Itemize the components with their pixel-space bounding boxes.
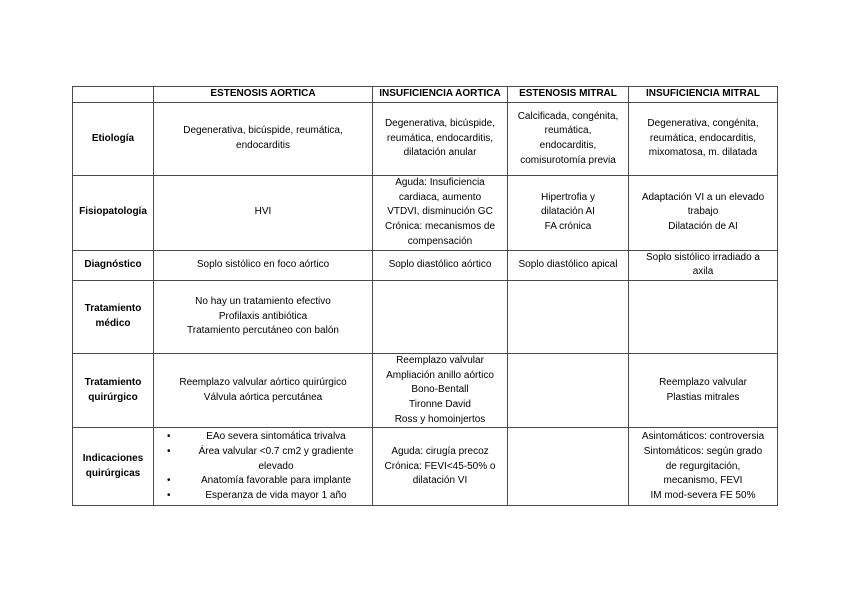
header-insuficiencia-aortica: INSUFICIENCIA AORTICA [373,87,508,103]
row-label-etiologia: Etiología [73,103,154,176]
cell-line: Soplo sistólico irradiado a [646,251,760,263]
row-label-line: quirúrgicas [85,467,141,479]
header-estenosis-mitral: ESTENOSIS MITRAL [508,87,629,103]
cell-line: Profilaxis antibiótica [218,310,308,322]
row-label-diagnostico: Diagnóstico [73,250,154,280]
cell-line: Tironne David [409,399,471,411]
cell-tratamiento-quirurgico-ea [154,353,373,428]
cell-etiologia-ea [154,103,373,176]
cell-diagnostico-em [508,250,629,280]
row-tratamiento-quirurgico [73,353,778,428]
cell-line: Dilatación de AI [668,221,738,233]
cell-line: comisurotomía previa [520,154,616,166]
cell-line: Plastias mitrales [666,391,740,403]
cell-line: endocarditis, [539,140,597,151]
cell-line: compensación [407,235,473,247]
cell-line: Ampliación anillo aórtico [386,369,494,381]
cell-line: trabajo [687,206,719,218]
cell-etiologia-ia [373,103,508,176]
header-insuficiencia-mitral: INSUFICIENCIA MITRAL [629,87,778,103]
row-label-line: quirúrgico [88,391,138,403]
cell-diagnostico-im [629,250,778,280]
cell-line: dilatación VI [412,475,468,487]
list-item: • Área valvular <0.7 cm2 y gradiente elevado [173,445,369,474]
cell-line: Bono-Bentall [411,384,469,396]
cell-fisiopatologia-em [508,176,629,251]
cell-fisiopatologia-ea [154,176,373,251]
cell-line: Crónica: FEVI<45-50% o [384,460,496,472]
row-fisiopatologia [73,176,778,251]
cell-line: Válvula aórtica percutánea [203,391,323,403]
row-label-tratamiento-quirurgico [73,353,154,428]
cell-tratamiento-medico-em [508,280,629,353]
cell-line: Soplo diastólico apical [518,258,618,270]
cell-tratamiento-medico-ia [373,280,508,353]
cell-line: Calcificada, congénita, [517,110,619,122]
cell-line: reumática, [544,125,592,137]
cell-fisiopatologia-ia [373,176,508,251]
row-label-line: Indicaciones [82,453,144,465]
cell-line: Degenerativa, bicúspide, [384,117,496,129]
cell-line: mecanismo, FEVI [663,475,743,487]
cell-line: dilatación anular [403,147,477,159]
cell-line: de regurgitación, [665,460,741,472]
bullet-list [157,430,369,504]
cell-tratamiento-medico-ea [154,280,373,353]
cell-line: cardiaca, aumento [398,191,482,203]
cell-diagnostico-ea [154,250,373,280]
cell-line: endocarditis [236,140,290,151]
cell-line: Ross y homoinjertos [394,413,486,425]
cell-line: reumática, endocarditis, [386,132,494,144]
row-label-indicaciones [73,428,154,506]
cell-line: Reemplazo valvular [659,376,747,388]
cell-line: Degenerativa, bicúspide, reumática, [183,125,343,137]
list-item: • EAo severa sintomática trivalva [173,430,369,445]
cell-line: mixomatosa, m. dilatada [648,147,758,159]
cell-line: Degenerativa, congénita, [647,117,759,129]
cell-indicaciones-im [629,428,778,506]
row-label-line: médico [95,317,131,329]
cell-indicaciones-em [508,428,629,506]
cell-tratamiento-quirurgico-ia [373,353,508,428]
cell-tratamiento-medico-im [629,280,778,353]
cell-line: axila [692,266,714,278]
cell-line: reumática, endocarditis, [649,132,757,144]
cell-line: Asintomáticos: controversia [641,431,765,443]
cell-line: Soplo diastólico aórtico [388,258,492,270]
cell-line: Soplo sistólico en foco aórtico [196,258,330,270]
cell-line: FA crónica [544,221,592,233]
row-indicaciones [73,428,778,506]
cell-line: No hay un tratamiento efectivo [195,295,331,307]
row-label-fisiopatologia: Fisiopatología [73,176,154,251]
cell-indicaciones-ea [154,428,373,506]
row-label-line: Tratamiento [84,303,142,315]
cell-indicaciones-ia [373,428,508,506]
cell-line: IM mod-severa FE 50% [650,489,756,501]
header-empty [73,87,154,103]
row-etiologia [73,103,778,176]
row-label-line: Tratamiento [84,376,142,388]
cell-line: Aguda: Insuficiencia [395,177,485,188]
valvulopathy-table [72,86,778,506]
cell-line: HVI [254,206,272,218]
row-diagnostico [73,250,778,280]
cell-line: Crónica: mecanismos de [384,221,496,233]
cell-line: Adaptación VI a un elevado [641,191,765,203]
row-tratamiento-medico [73,280,778,353]
row-label-tratamiento-medico [73,280,154,353]
cell-diagnostico-ia [373,250,508,280]
header-estenosis-aortica: ESTENOSIS AORTICA [154,87,373,103]
cell-line: Reemplazo valvular aórtico quirúrgico [179,376,347,388]
cell-etiologia-im [629,103,778,176]
cell-line: VTDVI, disminución GC [387,206,493,218]
cell-line: dilatación AI [541,206,595,218]
cell-line: Aguda: cirugía precoz [391,445,489,457]
cell-tratamiento-quirurgico-em [508,353,629,428]
cell-fisiopatologia-im [629,176,778,251]
cell-line: Sintomáticos: según grado [643,445,763,457]
cell-line: Hipertrofia y [541,191,595,203]
header-row [73,87,778,103]
cell-line: Reemplazo valvular [396,354,484,366]
cell-etiologia-em [508,103,629,176]
cell-line: Tratamiento percutáneo con balón [187,325,339,337]
list-item: • Esperanza de vida mayor 1 año [173,489,369,504]
cell-tratamiento-quirurgico-im [629,353,778,428]
list-item: • Anatomía favorable para implante [173,474,369,489]
